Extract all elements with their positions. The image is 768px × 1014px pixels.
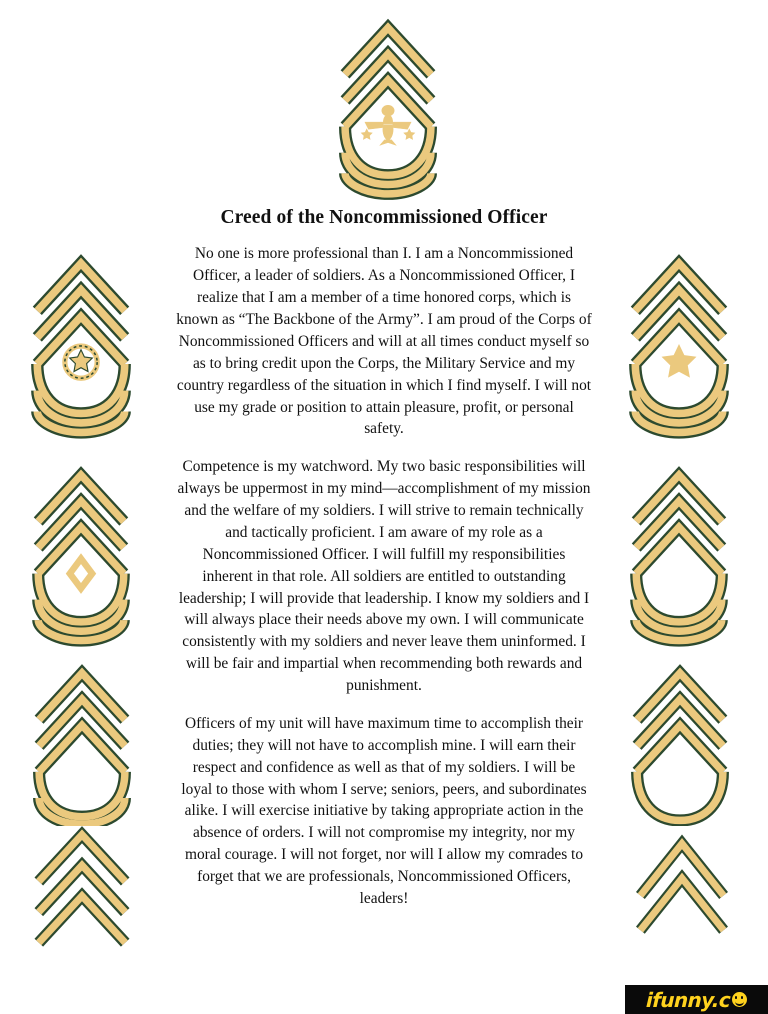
insignia-first-sergeant [22,462,140,648]
insignia-command-sergeant-major [22,250,140,440]
creed-paragraph-2: Competence is my watchword. My two basic responsibilities will always be uppermost in my mind—accomplishment of my mission and the welfare of my soldiers. I will strive to remain technically and tactically proficient. I am aware of my role as a Noncommissioned Officer. I will fulfill my responsibilities inherent in that role. All soldiers are entitled to outstanding leadership; I will provide that leadership. I know my soldiers and I will always place their needs above my own. I will communicate consistently with my soldiers and never leave them uninformed. I will be fair and impartial when recommending both rewards and punishment. [177,458,591,695]
insignia-staff-sergeant [624,660,736,826]
insignia-corporal [630,814,734,958]
smile-arc [735,999,744,1006]
insignia-sergeant-major [620,250,738,440]
ifunny-watermark [625,985,768,1014]
star-and-wreath-device [65,346,97,378]
watermark-label: ifunny.c [646,987,731,1012]
diamond-device [70,559,92,589]
insignia-sergeant-major-of-the-army [332,14,444,202]
smiley-face-icon [732,992,747,1007]
eagle-device [361,105,416,145]
insignia-sergeant-first-class [26,660,138,826]
creed-text-block [176,206,592,910]
creed-paragraph-1: No one is more professional than I. I am a Noncommissioned Officer, a leader of soldiers. As a Noncommissioned Officer, I realize that I am a member of a time honored corps, which is known as “The Backbone of the Army”. I am proud of the Corps of Noncommissioned Officers and will at all times conduct myself so as to bring credit upon the Corps, the Military Service and my country regardless of the situation in which I find myself. I will not use my grade or position to attain pleasure, profit, or personal safety. [176,245,592,438]
insignia-sergeant [28,814,136,958]
star-device [662,344,697,378]
page-title: Creed of the Noncommissioned Officer [220,207,548,228]
insignia-master-sergeant [620,462,738,648]
creed-paragraph-3: Officers of my unit will have maximum time to accomplish their duties; they will not have to accomplish mine. I will earn their respect and confidence as well as that of my soldiers. I will be loyal to those with whom I serve; seniors, peers, and subordinates alike. I will exercise initiative by taking appropriate action in the absence of orders. I will not compromise my integrity, nor my moral courage. I will not forget, nor will I allow my comrades to forget that we are professionals, Noncommissioned Officers, leaders! [181,714,587,907]
